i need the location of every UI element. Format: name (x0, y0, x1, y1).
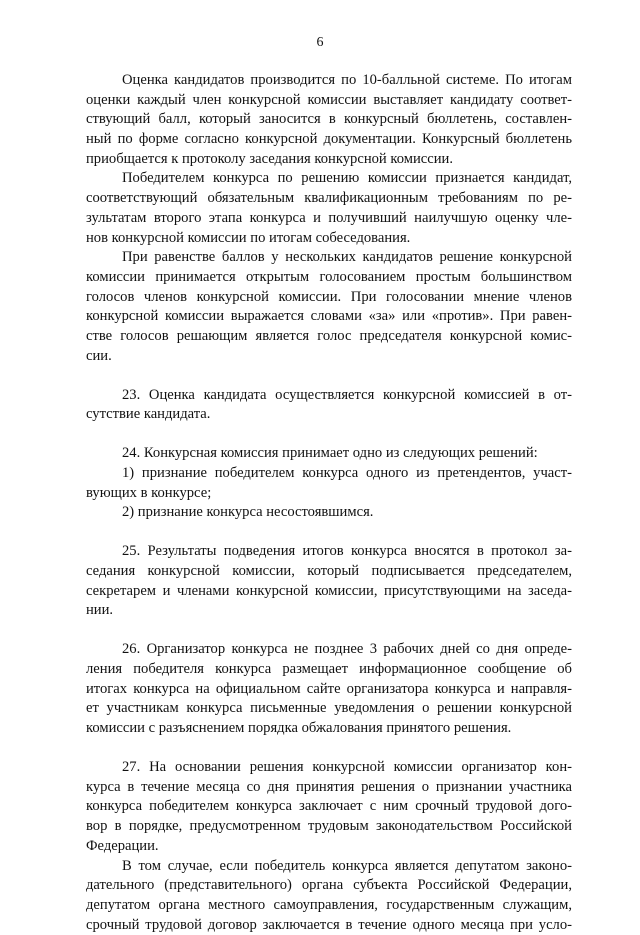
paragraph-item-24 (86, 444, 572, 523)
paragraph-item-26 (86, 640, 572, 738)
text-line: голосов членов конкурсной комиссии. При голосовании мнение членов (86, 288, 572, 305)
text-line: вор в порядке, предусмотренном трудовым законодательством Российской (86, 818, 572, 835)
text-line: 2) признание конкурса несостоявшимся. (122, 504, 374, 521)
paragraph-gap (86, 425, 572, 444)
text-line: стве голосов решающим является голос председателя конкурсной комис- (86, 327, 572, 344)
paragraph (86, 71, 572, 169)
text-line: ет участникам конкурса письменные уведомления о решении конкурсной (86, 700, 572, 717)
text-line: сии. (86, 347, 112, 364)
text-line: Оценка кандидатов производится по 10-балльной системе. По итогам (122, 72, 572, 88)
text-line: 1) признание победителем конкурса одного из претендентов, участ- (122, 464, 572, 481)
paragraph-gap (86, 523, 572, 542)
paragraph-gap (86, 739, 572, 758)
paragraph-item-27 (86, 758, 572, 856)
text-line: 23. Оценка кандидата осуществляется конкурсной комиссией в от- (122, 386, 572, 403)
text-line: комиссии с разъяснением порядка обжалования принятого решения. (86, 720, 512, 737)
text-line: вующих в конкурсе; (86, 484, 212, 501)
text-line: курса в течение месяца со дня принятия решения о признании участника (86, 778, 572, 795)
paragraph-item-23 (86, 386, 572, 425)
text-line: Победителем конкурса по решению комиссии признается кандидат, (122, 170, 572, 187)
text-line: комиссии принимается открытым голосованием простым большинством (86, 268, 572, 285)
text-line: дательного (представительного) органа субъекта Российской Федерации, (86, 877, 572, 894)
text-line: При равенстве баллов у нескольких кандидатов решение конкурсной (122, 249, 572, 266)
text-line: Федерации. (86, 837, 159, 854)
text-line: 24. Конкурсная комиссия принимает одно из следующих решений: (122, 445, 538, 462)
text-line: В том случае, если победитель конкурса является депутатом законо- (122, 857, 572, 874)
document-body (86, 71, 572, 935)
text-line: итогах конкурса на официальном сайте организатора конкурса и направля- (86, 680, 572, 697)
text-line: 27. На основании решения конкурсной комиссии организатор кон- (122, 759, 572, 776)
text-line: приобщается к протоколу заседания конкурсной комиссии. (86, 150, 454, 167)
paragraph-item-25 (86, 542, 572, 621)
paragraph (86, 857, 572, 935)
text-line: седания конкурсной комиссии, который подписывается председателем, (86, 563, 572, 580)
text-line: нии. (86, 602, 114, 619)
text-line: ствующий балл, который заносится в конкурсный бюллетень, составлен- (86, 111, 572, 128)
text-line: соответствующий обязательным квалификационным требованиям по ре- (86, 190, 572, 207)
paragraph (86, 248, 572, 366)
text-line: ный по форме согласно конкурсной документации. Конкурсный бюллетень (86, 131, 572, 148)
text-line: сутствие кандидата. (86, 406, 211, 423)
text-line: 25. Результаты подведения итогов конкурса вносятся в протокол за- (122, 543, 572, 560)
text-line: секретарем и членами конкурсной комиссии, присутствующими на заседа- (86, 582, 572, 599)
text-line: нов конкурсной комиссии по итогам собеседования. (86, 229, 411, 246)
text-line: оценки каждый член конкурсной комиссии выставляет кандидату соответ- (86, 91, 572, 108)
text-line: конкурсной комиссии выражается словами «за» или «против». При равен- (86, 308, 572, 325)
text-line: зультатам второго этапа конкурса и получивший наилучшую оценку чле- (86, 209, 572, 226)
page-number: 6 (316, 35, 324, 50)
text-line: 26. Организатор конкурса не позднее 3 рабочих дней со дня опреде- (122, 641, 572, 658)
paragraph-gap (86, 366, 572, 385)
text-line: конкурса победителем конкурса заключает с ним срочный трудовой дого- (86, 798, 572, 815)
text-line: депутатом органа местного самоуправления, государственным служащим, (86, 896, 572, 913)
text-line: ления победителя конкурса размещает информационное сообщение об (86, 661, 572, 678)
paragraph (86, 169, 572, 248)
paragraph-gap (86, 621, 572, 640)
text-line: срочный трудовой договор заключается в течение одного месяца при усло- (86, 916, 572, 933)
